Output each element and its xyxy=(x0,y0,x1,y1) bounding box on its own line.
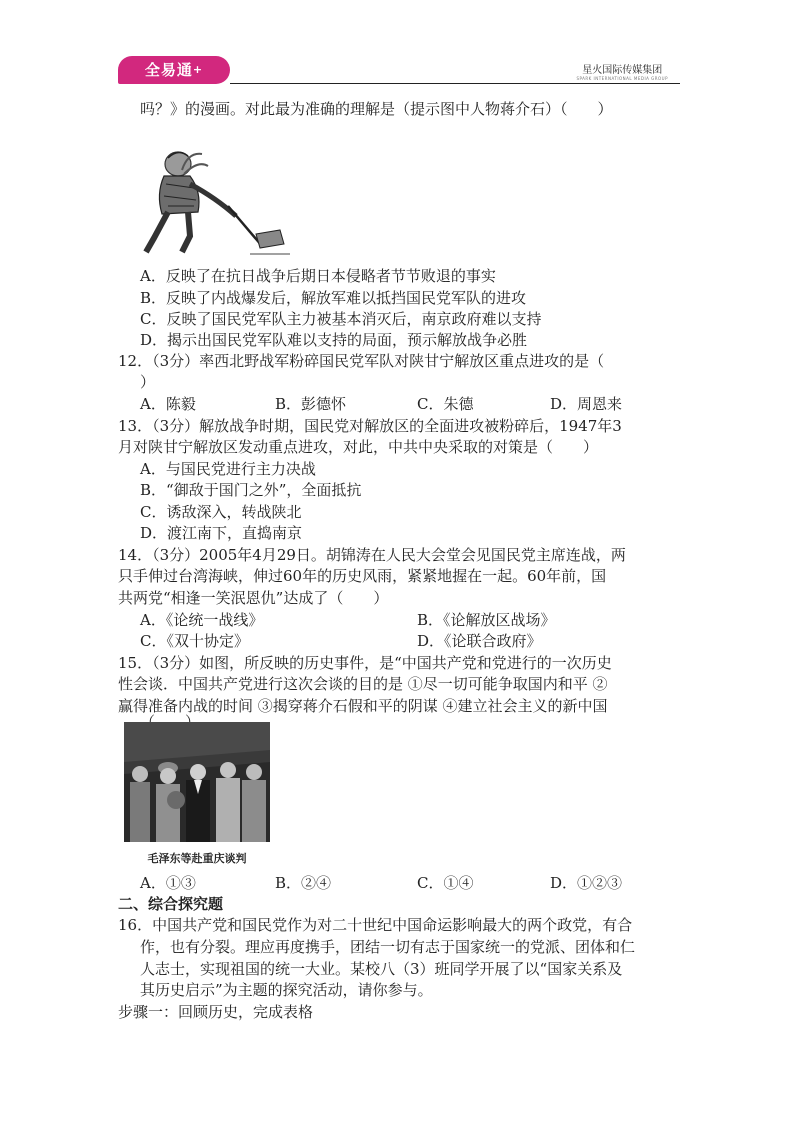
section-heading: 二、综合探究题 xyxy=(118,895,224,913)
q11-option-c: C．反映了国民党军队主力被基本消灭后，南京政府难以支持 xyxy=(140,310,542,328)
quanyitong-logo xyxy=(118,56,230,84)
q14-option-a: A．《论统一战线》 xyxy=(140,611,264,629)
q13-stem-line2: 月对陕甘宁解放区发动重点进攻，对此，中共中央采取的对策是（ ） xyxy=(118,438,599,456)
header-rule xyxy=(230,83,680,84)
q12-option-b: B．彭德怀 xyxy=(275,395,347,413)
chongqing-negotiation-photo xyxy=(124,722,270,842)
q15-stem-line1: 15．（3分）如图，所反映的历史事件，是“中国共产党和党进行的一次历史 xyxy=(118,654,612,672)
q16-stem-line3: 人志士，实现祖国的统一大业。某校八（3）班同学开展了以“国家关系及 xyxy=(140,960,623,978)
q15-stem-line2: 性会谈．中国共产党进行这次会谈的目的是 ①尽一切可能争取国内和平 ② xyxy=(118,675,608,693)
q14-option-b: B．《论解放区战场》 xyxy=(417,611,556,629)
publisher-brand xyxy=(576,61,668,81)
q15-option-d: D．①②③ xyxy=(550,874,623,892)
q13-stem-line1: 13．（3分）解放战争时期，国民党对解放区的全面进攻被粉碎后，1947年3 xyxy=(118,417,622,435)
q13-option-a: A．与国民党进行主力决战 xyxy=(140,460,316,478)
step-one-label: 步骤一：回顾历史，完成表格 xyxy=(118,1003,314,1021)
q12-option-c: C．朱德 xyxy=(417,395,474,413)
q14-stem-line1: 14．（3分）2005年4月29日。胡锦涛在人民大会堂会见国民党主席连战，两 xyxy=(118,546,626,564)
q16-stem-line2: 作，也有分裂。理应再度携手，团结一切有志于国家统一的党派、团体和仁 xyxy=(140,938,636,956)
page-header xyxy=(118,56,680,90)
q13-option-c: C．诱敌深入，转战陕北 xyxy=(140,503,302,521)
logo-text: 全易通 xyxy=(144,61,193,79)
q16-stem-line1: 16．中国共产党和国民党作为对二十世纪中国命运影响最大的两个政党，有合 xyxy=(118,916,633,934)
q12-option-d: D．周恩来 xyxy=(550,395,623,413)
q15-option-a: A．①③ xyxy=(140,874,196,892)
q15-stem-line3: 赢得准备内战的时间 ③揭穿蒋介石假和平的阴谋 ④建立社会主义的新中国 xyxy=(118,697,608,715)
q14-stem-line3: 共两党“相逢一笑泯恩仇”达成了（ ） xyxy=(118,589,389,607)
logo-plus: + xyxy=(192,63,204,76)
q15-option-b: B．②④ xyxy=(275,874,332,892)
q14-stem-line2: 只手伸过台湾海峡，伸过60年的历史风雨，紧紧地握在一起。60年前，国 xyxy=(118,567,607,585)
q15-option-c: C．①④ xyxy=(417,874,474,892)
q11-option-b: B．反映了内战爆发后，解放军难以抵挡国民党军队的进攻 xyxy=(140,289,527,307)
q14-option-d: D．《论联合政府》 xyxy=(417,632,542,650)
q13-option-d: D．渡江南下，直捣南京 xyxy=(140,524,303,542)
brand-english: SPARK INTERNATIONAL MEDIA GROUP xyxy=(576,76,668,81)
q12-stem-line1: 12．（3分）率西北野战军粉碎国民党军队对陕甘宁解放区重点进攻的是（ xyxy=(118,352,605,370)
q16-stem-line4: 其历史启示”为主题的探究活动，请你参与。 xyxy=(140,981,433,999)
q11-stem: 吗？》的漫画。对此最为准确的理解是（提示图中人物蒋介石）（ ） xyxy=(140,100,613,118)
q12-option-a: A．陈毅 xyxy=(140,395,196,413)
q12-stem-line2: ） xyxy=(140,373,156,391)
photo-caption: 毛泽东等赴重庆谈判 xyxy=(147,852,247,865)
q11-option-d: D．揭示出国民党军队难以支持的局面，预示解放战争必胜 xyxy=(140,331,528,349)
q11-option-a: A．反映了在抗日战争后期日本侵略者节节败退的事实 xyxy=(140,267,496,285)
chiang-cartoon-image xyxy=(124,144,292,256)
q13-option-b: B．“御敌于国门之外”，全面抵抗 xyxy=(140,481,362,499)
brand-name: 星火国际传媒集团 xyxy=(582,65,663,76)
q14-option-c: C．《双十协定》 xyxy=(140,632,249,650)
